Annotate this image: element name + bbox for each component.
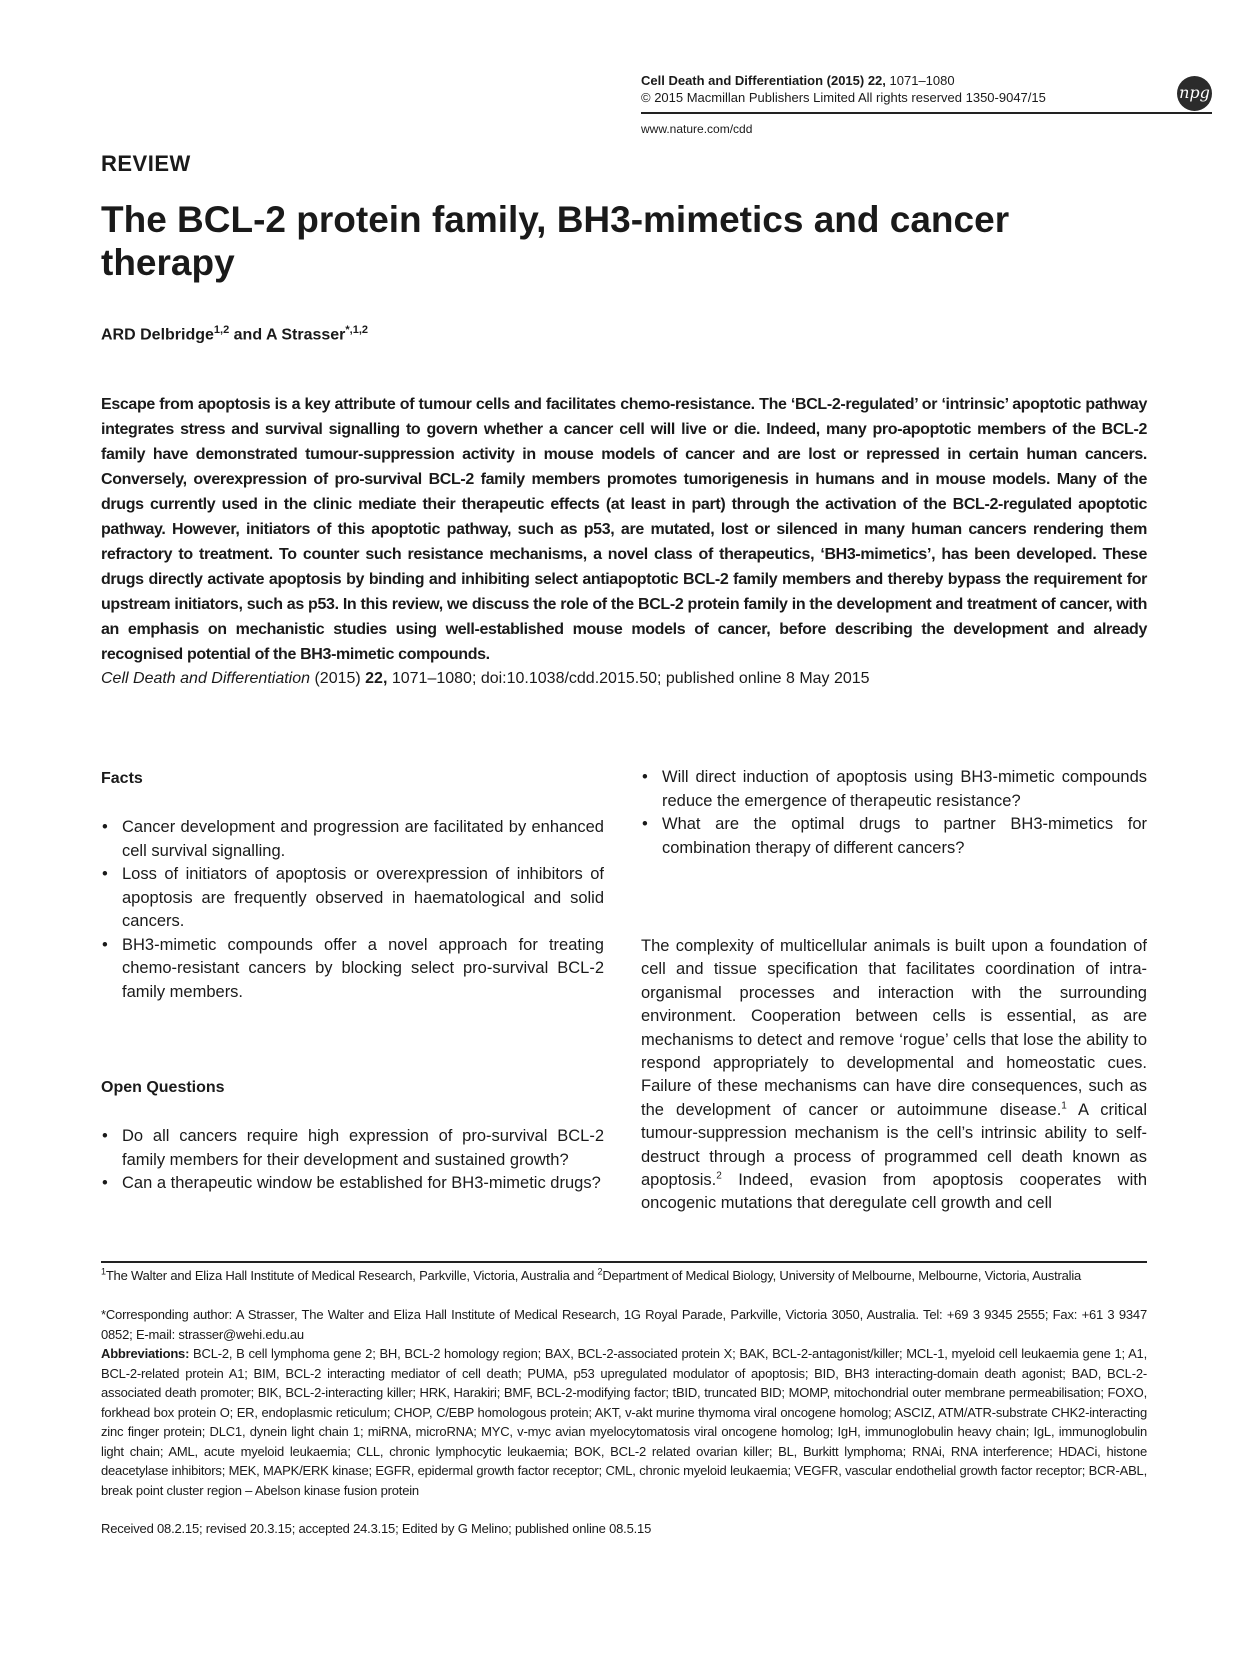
abbreviations-text: BCL-2, B cell lymphoma gene 2; BH, BCL-2 homology region; BAX, BCL-2-associated protein X; BAK, BCL-2-antagonist/killer; MCL-1, myeloid cell leukaemia gene 1; A1, BCL-2-related protein A1; BIM, BCL-2 interacting mediator of cell death; PUMA, p53 upregulated modulator of apoptosis; BID, BH3 interacting-domain death agonist; BAD, BCL-2-associated death promoter; BIK, BCL-2-interacting killer; HRK, Harakiri; BMF, BCL-2-modifying factor; tBID, truncated BID; MOMP, mitochondrial outer membrane permeabilisation; FOXO, forkhead box protein O; ER, endoplasmic reticulum; CHOP, C/EBP homologous protein; AKT, v-akt murine thymoma viral oncogene homolog; ASCIZ, ATM/ATR-substrate CHK2-interacting zinc finger protein; DLC1, dynein light chain 1; miRNA, microRNA; MYC, v-myc avian myelocytomatosis viral oncogene homolog; IgH, immunoglobulin heavy chain; IgL, immunoglobulin light chain; AML, acute myeloid leukaemia; CLL, chronic lymphocytic leukaemia; BOK, BCL-2 related ovarian killer; BL, Burkitt lymphoma; RNAi, RNA interference; HDACi, histone deacetylase inhibitors; MEK, MAPK/ERK kinase; EGFR, epidermal growth factor receptor; CML, chronic myeloid leukaemia; VEGFR, vascular endothelial growth factor receptor; BCR-ABL, break point cluster region – Abelson kinase fusion protein bbox=[101, 1346, 1147, 1498]
affiliation-marker: *,1,2 bbox=[345, 324, 369, 336]
journal-url-link[interactable]: www.nature.com/cdd bbox=[641, 122, 753, 136]
intro-text: A critical tumour-suppression mechanism is the cell’s intrinsic ability to self-destruct through a process of programmed cell death known as apoptosis. bbox=[641, 1100, 1147, 1190]
affiliation-text: The Walter and Eliza Hall Institute of Medical Research, Parkville, Victoria, Australia and bbox=[105, 1268, 598, 1283]
article-title: The BCL-2 protein family, BH3-mimetics and cancer therapy bbox=[101, 199, 1010, 283]
page-range: 1071–1080 bbox=[889, 73, 955, 88]
citation-volume: 22, bbox=[365, 670, 388, 687]
open-questions-list-continued bbox=[641, 766, 1147, 860]
facts-heading: Facts bbox=[101, 770, 143, 787]
list-item: • What are the optimal drugs to partner BH3-mimetics for combination therapy of different cancers? bbox=[641, 813, 1147, 860]
list-item: • Can a therapeutic window be established for BH3-mimetic drugs? bbox=[101, 1172, 604, 1196]
citation-line bbox=[101, 668, 870, 690]
author-name: ARD Delbridge bbox=[101, 326, 214, 344]
affiliation-marker: 1 bbox=[101, 1266, 106, 1277]
corresponding-author: *Corresponding author: A Strasser, The Walter and Eliza Hall Institute of Medical Research, 1G Royal Parade, Parkville, Victoria 3050, Australia. Tel: +69 3 9345 2555; Fax: +61 3 9347 0852; E-mail: strasser@wehi.edu.au bbox=[101, 1307, 1147, 1342]
citation-journal: Cell Death and Differentiation bbox=[101, 670, 311, 687]
open-questions-list bbox=[101, 1125, 604, 1196]
abbreviations bbox=[101, 1344, 1147, 1500]
citation-year: (2015) bbox=[310, 670, 366, 687]
reference-link[interactable]: 2 bbox=[716, 1170, 722, 1182]
footnote-rule bbox=[101, 1261, 1147, 1263]
author-separator: and bbox=[229, 326, 266, 344]
author-name: A Strasser bbox=[265, 326, 346, 344]
abstract: Escape from apoptosis is a key attribute of tumour cells and facilitates chemo-resistance. The ‘BCL-2-regulated’ or ‘intrinsic’ apoptotic pathway integrates stress and survival signalling to govern whether a cancer cell will live or die. Indeed, many pro-apoptotic members of the BCL-2 family have demonstrated tumour-suppression activity in mouse models of cancer and are lost or repressed in certain human cancers. Conversely, overexpression of pro-survival BCL-2 family members promotes tumorigenesis in humans and in mouse models. Many of the drugs currently used in the clinic mediate their therapeutic effects (at least in part) through the activation of the BCL-2-regulated apoptotic pathway. However, initiators of this apoptotic pathway, such as p53, are mutated, lost or silenced in many human cancers rendering them refractory to treatment. To counter such resistance mechanisms, a novel class of therapeutics, ‘BH3-mimetics’, has been developed. These drugs directly activate apoptosis by binding and inhibiting select antiapoptotic BCL-2 family members and thereby bypass the requirement for upstream initiators, such as p53. In this review, we discuss the role of the BCL-2 protein family in the development and treatment of cancer, with an emphasis on mechanistic studies using well-established mouse models of cancer, before describing the development and already recognised potential of the BH3-mimetic compounds. bbox=[101, 396, 1147, 663]
list-item: • Cancer development and progression are facilitated by enhanced cell survival signalling. bbox=[101, 816, 604, 863]
article-type: REVIEW bbox=[101, 151, 191, 176]
intro-text: Indeed, evasion from apoptosis cooperates with oncogenic mutations that deregulate cell growth and cell bbox=[641, 1171, 1147, 1213]
author-list bbox=[101, 324, 368, 344]
affiliation-text: Department of Medical Biology, University of Melbourne, Melbourne, Victoria, Australia bbox=[602, 1268, 1082, 1283]
affiliations bbox=[101, 1266, 1147, 1286]
abbreviations-label: Abbreviations: bbox=[101, 1346, 190, 1361]
received-dates: Received 08.2.15; revised 20.3.15; accepted 24.3.15; Edited by G Melino; published online 08.5.15 bbox=[101, 1521, 652, 1536]
journal-name: Cell Death and Differentiation (2015) 22, bbox=[641, 73, 886, 88]
intro-text: The complexity of multicellular animals is built upon a foundation of cell and tissue specification that facilitates coordination of intra-organismal processes and interaction with the surrounding environment. Cooperation between cells is essential, as are mechanisms to detect and remove ‘rogue’ cells that lose the ability to respond appropriately to developmental and homeostatic cues. Failure of these mechanisms can have dire consequences, such as the development of cancer or autoimmune disease. bbox=[641, 937, 1147, 1119]
affiliation-marker: 2 bbox=[597, 1266, 603, 1277]
facts-list bbox=[101, 816, 604, 1004]
journal-header bbox=[641, 73, 955, 89]
introduction-paragraph bbox=[641, 935, 1147, 1216]
open-questions-heading: Open Questions bbox=[101, 1079, 225, 1096]
list-item: • Will direct induction of apoptosis using BH3-mimetic compounds reduce the emergence of therapeutic resistance? bbox=[641, 766, 1147, 813]
reference-link[interactable]: 1 bbox=[1061, 1100, 1067, 1112]
list-item: • Do all cancers require high expression of pro-survival BCL-2 family members for their development and sustained growth? bbox=[101, 1125, 604, 1172]
affiliation-marker: 1,2 bbox=[213, 324, 230, 336]
list-item: • Loss of initiators of apoptosis or overexpression of inhibitors of apoptosis are frequently observed in haematological and solid cancers. bbox=[101, 863, 604, 934]
list-item: • BH3-mimetic compounds offer a novel approach for treating chemo-resistant cancers by blocking select pro-survival BCL-2 family members. bbox=[101, 934, 604, 1005]
npg-logo: npg bbox=[1177, 76, 1212, 111]
citation-details: 1071–1080; doi:10.1038/cdd.2015.50; published online 8 May 2015 bbox=[387, 670, 870, 687]
header-rule bbox=[641, 112, 1212, 114]
copyright-line: © 2015 Macmillan Publishers Limited All rights reserved 1350-9047/15 bbox=[641, 90, 1046, 105]
